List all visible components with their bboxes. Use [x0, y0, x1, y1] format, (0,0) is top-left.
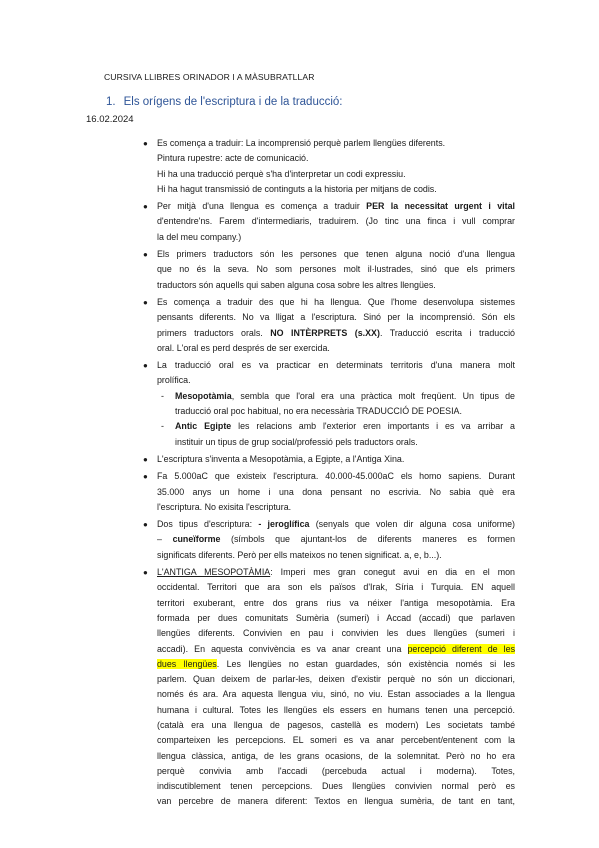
text-line: L'escriptura s'inventa a Mesopotàmia, a Egipte, a l'Antiga Xina. [157, 453, 405, 464]
text-line: la del meu company.) [157, 231, 242, 242]
emphasis-bold: Mesopotàmia [175, 390, 232, 401]
text-line: Fa 5.000aC que existeix l'escriptura. 40.000-45.000aC els homo sapiens. Durant [157, 471, 515, 482]
section-heading [106, 96, 342, 108]
text-line: oral. L'oral es perd després de ser exercida. [157, 342, 330, 353]
text-line: (català era una llengua de pagesos, castellà es modern) Les societats també [157, 719, 515, 730]
text-line: Antic Egipte les relacions amb l'exterior eren importants i es va arribar a [175, 421, 515, 432]
header-note: CURSIVA LLIBRES ORINADOR I A MÀSUBRATLLAR [104, 72, 315, 82]
highlighted-text: percepció diferent de les [407, 643, 516, 654]
emphasis-bold: - jeroglífica [258, 519, 310, 530]
date-label: 16.02.2024 [86, 114, 134, 125]
list-item [143, 469, 515, 515]
sub-list-item [157, 419, 515, 450]
bullet-icon: ● [143, 520, 148, 530]
text-line: humana i cultural. Totes les llengües els essers en humans tenen una percepció. [157, 704, 515, 715]
bullet-icon: ● [143, 472, 148, 482]
bullet-icon: ● [143, 361, 148, 371]
text-line: Els primers traductors són les persones que tenen alguna noció d'una llengua [157, 249, 515, 260]
text-line: primers traductors orals. NO INTÈRPRETS (s.XX). Traducció escrita i traducció [157, 327, 515, 338]
sub-list-item [157, 389, 515, 420]
text-line: formada per dues comunitats Sumèria (sumeri) i Accad (accadi) que parlaven [157, 612, 515, 623]
list-item [143, 136, 515, 197]
text-line: occidental. Territori que ara son els països d'Irak, Síria i Turquia. EN aquell [157, 582, 515, 593]
text-line: l'escriptura. No exisita l'escriptura. [157, 501, 292, 512]
list-item [143, 452, 515, 467]
bullet-icon: ● [143, 297, 148, 307]
text-line: prolífica. [157, 375, 191, 386]
list-item [143, 517, 515, 563]
bullet-icon: ● [143, 568, 148, 578]
heading-number: 1. [106, 96, 116, 108]
text-line: Es comença a traduir: La incomprensió perquè parlem llengües diferents. [157, 138, 446, 148]
text-line: Per mitjà d'una llengua es comença a traduir PER la necessitat urgent i vital [157, 201, 515, 212]
text-line: indiscutiblement tenen percepcions. Dues llengües convivien normal però es [157, 781, 515, 792]
list-item [143, 358, 515, 450]
text-line: perquè convivia amb l'accadi (percebuda actual i moderna). Totes, [157, 765, 515, 776]
text-line: significats diferents. Però per ells mateixos no tenen significat. a, e, b...). [157, 549, 442, 560]
text-line: Es comença a traduir des que hi ha llengua. Que l'home desenvolupa sistemes [157, 296, 515, 307]
list-item [143, 565, 515, 810]
list-item [143, 295, 515, 356]
highlighted-text: dues llengües [157, 658, 217, 669]
bullet-icon: ● [143, 202, 148, 212]
text-line: Hi ha una traducció perquè s'ha d'interpretar un codi expressiu. [157, 168, 406, 179]
document-body [143, 136, 515, 812]
text-line: parlem. Quan deixem de parlar-les, deixen d'existir perquè no són un diccionari, [157, 674, 515, 685]
bullet-icon: ● [143, 454, 148, 464]
bullet-list [143, 136, 515, 810]
list-item [143, 199, 515, 245]
emphasis-bold: PER la necessitat urgent i vital [366, 201, 515, 212]
emphasis-underline: L'ANTIGA MESOPOTÀMIA [157, 567, 271, 578]
text-line: 35.000 anys un home i una dona pensant no escrivia. No sabia què era [157, 486, 515, 497]
text-line: dues llengües. Les llengües no estan guardades, són existència només si les [157, 658, 515, 669]
emphasis-bold: cuneïforme [172, 534, 221, 545]
text-line: accadi). En aquesta convivència es va anar creant una percepció diferent de les [157, 643, 516, 654]
text-line: van percebre de manera diferent: Textos en llengua sumèria, de tant en tant, [157, 796, 515, 807]
text-line: comparteixen les percepcions. EL someri es va anar percebent/entenent com la [157, 735, 515, 746]
sub-list [157, 389, 515, 450]
text-line: traductors són aquells qui saben alguna cosa sobre les altres llengües. [157, 279, 436, 290]
dash-marker: - [161, 421, 164, 432]
text-line: Dos tipus d'escriptura: - jeroglífica (senyals que volen dir alguna cosa uniforme) [157, 519, 516, 530]
text-line: només és ara. Ara aquesta llengua viu, sinó, no viu. Estan associades a la llengua [157, 689, 515, 700]
emphasis-bold: Antic Egipte [175, 421, 232, 432]
text-line: pensants diferents. No va lligat a l'escriptura. Sinó per la incomprensió. Són els [157, 312, 515, 323]
text-line: Pintura rupestre: acte de comunicació. [157, 153, 309, 164]
text-line: L'ANTIGA MESOPOTÀMIA: Imperi mes gran conegut avui en dia en el mon [157, 567, 515, 578]
text-line: traducció oral poc habitual, no era necessària TRADUCCIÓ DE POESIA. [175, 406, 462, 417]
text-line: llengües diferents. Convivien en pau i convivien les dues llengües (sumeri i [157, 628, 515, 639]
text-line: que no és la seva. No som persones molt il·lustrades, sinó que els primers [157, 264, 515, 275]
text-line: instituir un tipus de grup social/professió pels traductors orals. [175, 436, 418, 447]
text-line: – cuneïforme (símbols que ajuntant-los de diferents maneres es formen [157, 534, 515, 545]
heading-title: Els orígens de l'escriptura i de la traducció: [123, 96, 343, 108]
text-line: Mesopotàmia, sembla que l'oral era una pràctica molt freqüent. Un tipus de [175, 390, 515, 401]
dash-marker: - [161, 390, 164, 401]
text-line: d'entendre'ns. Farem d'intermediaris, traduirem. (Jo tinc una finca i vull comprar [157, 216, 515, 227]
bullet-icon: ● [143, 139, 148, 148]
emphasis-bold: NO INTÈRPRETS (s.XX) [270, 327, 380, 338]
text-line: territori exuberant, entre dos grans rius va néixer l'antiga mesopotàmia. Era [157, 597, 515, 608]
bullet-icon: ● [143, 250, 148, 260]
text-line: llengua clàssica, antiga, de les grans ocasions, de la solemnitat. Però no ho era [157, 750, 515, 761]
text-line: Hi ha hagut transmissió de continguts a la historia per mitjans de codis. [157, 183, 437, 194]
text-line: La traducció oral es va practicar en determinats territoris d'una manera molt [157, 360, 515, 371]
list-item [143, 247, 515, 293]
